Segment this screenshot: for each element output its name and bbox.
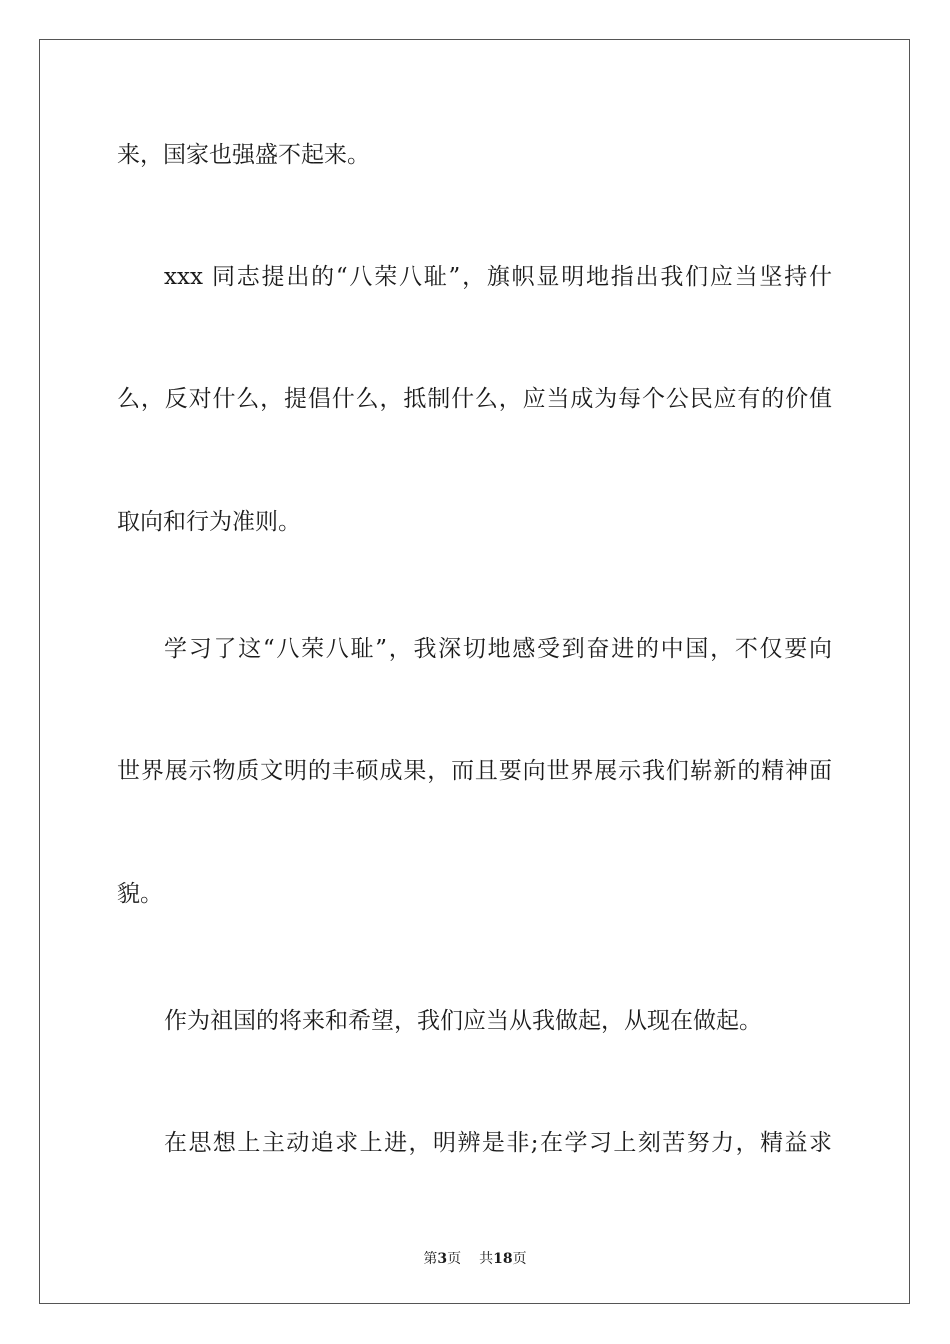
page-footer	[0, 1248, 950, 1268]
paragraph-3-line-1: 学习了这“八荣八耻”，我深切地感受到奋进的中国，不仅要向	[164, 636, 832, 662]
paragraph-4-line-1: 作为祖国的将来和希望，我们应当从我做起，从现在做起。	[164, 1008, 762, 1034]
paragraph-2-line-3: 取向和行为准则。	[117, 509, 301, 535]
paragraph-2-line-1: xxx 同志提出的“八荣八耻”，旗帜显明地指出我们应当坚持什	[164, 264, 832, 290]
paragraph-5-line-1: 在思想上主动追求上进，明辨是非;在学习上刻苦努力，精益求	[164, 1130, 832, 1156]
footer-page-number: 3	[437, 1251, 448, 1267]
footer-page-prefix: 第	[423, 1251, 438, 1267]
footer-total-prefix: 共	[479, 1251, 494, 1267]
paragraph-1-line-1: 来，国家也强盛不起来。	[117, 142, 370, 168]
page-border	[39, 39, 910, 1304]
paragraph-3-line-3: 貌。	[117, 881, 163, 907]
footer-page-suffix: 页	[447, 1251, 462, 1267]
paragraph-2-line-2: 么，反对什么，提倡什么，抵制什么，应当成为每个公民应有的价值	[117, 386, 832, 412]
footer-total-suffix: 页	[512, 1251, 527, 1267]
paragraph-3-line-2: 世界展示物质文明的丰硕成果，而且要向世界展示我们崭新的精神面	[117, 758, 832, 784]
footer-total-pages: 18	[493, 1251, 513, 1267]
